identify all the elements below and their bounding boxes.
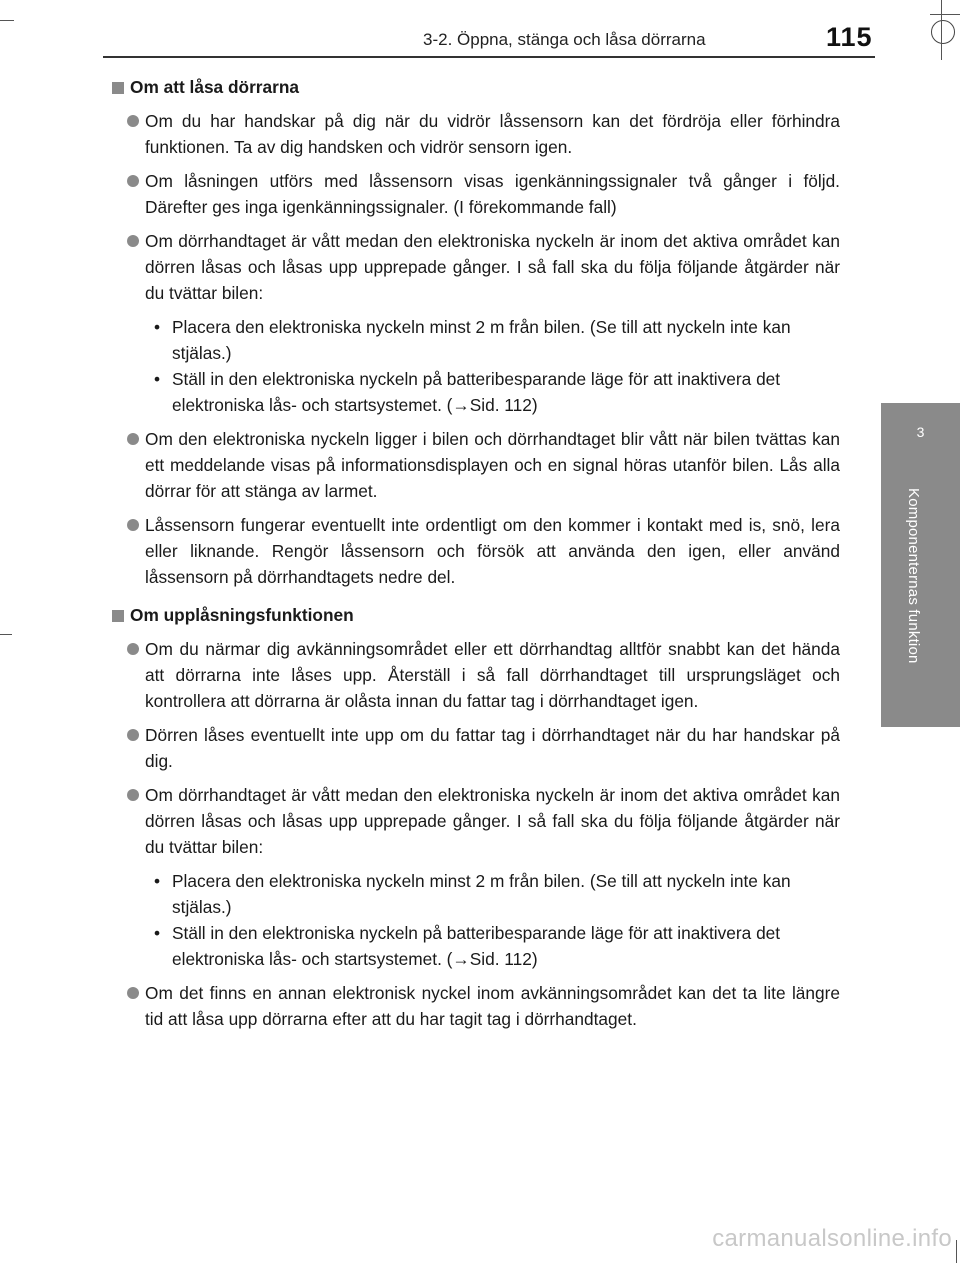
sub-list-item (154, 314, 840, 366)
section-heading-text: Om upplåsningsfunktionen (130, 605, 354, 625)
sub-list-item-text: Ställ in den elektroniska nyckeln på batteribesparande läge för att inaktivera det elektroniska lås- och startsystemet. (→Sid. 112) (172, 369, 781, 415)
list-item-text: Om dörrhandtaget är vått medan den elektroniska nyckeln är inom det aktiva området kan dörren låsas och låsas upp upprepade gånger. I så fall ska du följa följande åtgärder när du tvättar bilen: (145, 231, 840, 303)
section-title: 3-2. Öppna, stänga och låsa dörrarna (423, 30, 706, 49)
page-content (112, 74, 840, 1032)
sub-list (112, 314, 840, 418)
circle-bullet-icon (127, 519, 139, 531)
chapter-number: 3 (916, 424, 925, 440)
list-item (112, 228, 840, 306)
crop-mark (0, 20, 14, 21)
crop-mark (941, 0, 942, 60)
circle-bullet-icon (127, 643, 139, 655)
small-bullet-icon: • (154, 317, 161, 337)
circle-bullet-icon (127, 175, 139, 187)
sub-list-item-text: Placera den elektroniska nyckeln minst 2 m från bilen. (Se till att nyckeln inte kan stjälas.) (172, 871, 791, 917)
circle-bullet-icon (127, 729, 139, 741)
list-item-text: Om den elektroniska nyckeln ligger i bilen och dörrhandtaget blir vått när bilen tvättas kan ett meddelande visas på informationsdisplayen och en signal höras utanför bilen. Lås alla dörrar för att stänga av larmet. (145, 429, 840, 501)
list-item-text: Låssensorn fungerar eventuellt inte ordentligt om den kommer i kontakt med is, snö, lera eller liknande. Rengör låssensorn och försök att använda den igen, eller använd låssensorn på dörrhandtagets nedre del. (145, 515, 840, 587)
list-item (112, 980, 840, 1032)
circle-bullet-icon (127, 789, 139, 801)
section-heading (112, 74, 840, 100)
page-number: 115 (826, 22, 873, 52)
list-item-text: Om låsningen utförs med låssensorn visas igenkänningssignaler två gånger i följd. Därefter ges inga igenkänningssignaler. (I förekommande fall) (145, 171, 840, 217)
sub-list (112, 868, 840, 972)
list-item-text: Om dörrhandtaget är vått medan den elektroniska nyckeln är inom det aktiva området kan dörren låsas och låsas upp upprepade gånger. I så fall ska du följa följande åtgärder när du tvättar bilen: (145, 785, 840, 857)
sub-list-item (154, 366, 840, 418)
list-item-text: Om det finns en annan elektronisk nyckel inom avkänningsområdet kan det ta lite längre tid att låsa upp dörrarna efter att du har tagit tag i dörrhandtaget. (145, 983, 840, 1029)
list-item (112, 168, 840, 220)
crop-mark (930, 14, 960, 15)
chapter-side-tab (881, 403, 960, 727)
list-item-text: Dörren låses eventuellt inte upp om du fattar tag i dörrhandtaget när du har handskar på dig. (145, 725, 840, 771)
list-item-text: Om du närmar dig avkänningsområdet eller ett dörrhandtag alltför snabbt kan det hända att dörrarna inte låses upp. Återställ i så fall dörrhandtaget till ursprungsläget och kontrollera att dörrarna är olåsta innan du fattar tag i dörrhandtaget igen. (145, 639, 840, 711)
sub-list-item (154, 868, 840, 920)
circle-bullet-icon (127, 987, 139, 999)
watermark: carmanualsonline.info (712, 1225, 952, 1252)
list-item (112, 426, 840, 504)
sub-list-item-text: Placera den elektroniska nyckeln minst 2 m från bilen. (Se till att nyckeln inte kan stjälas.) (172, 317, 791, 363)
registration-mark-icon (931, 20, 955, 44)
chapter-label: Komponenternas funktion (905, 488, 922, 664)
circle-bullet-icon (127, 115, 139, 127)
small-bullet-icon: • (154, 871, 161, 891)
sub-list-item (154, 920, 840, 972)
header-divider (103, 56, 875, 58)
crop-mark (956, 1240, 957, 1263)
square-bullet-icon (112, 610, 124, 622)
list-item (112, 782, 840, 860)
circle-bullet-icon (127, 433, 139, 445)
list-item (112, 636, 840, 714)
square-bullet-icon (112, 82, 124, 94)
circle-bullet-icon (127, 235, 139, 247)
sub-list-item-text: Ställ in den elektroniska nyckeln på batteribesparande läge för att inaktivera det elektroniska lås- och startsystemet. (→Sid. 112) (172, 923, 781, 969)
section-heading (112, 602, 840, 628)
list-item (112, 108, 840, 160)
list-item-text: Om du har handskar på dig när du vidrör låssensorn kan det fördröja eller förhindra funktionen. Ta av dig handsken och vidrör sensorn igen. (145, 111, 840, 157)
small-bullet-icon: • (154, 923, 161, 943)
crop-mark (0, 634, 12, 635)
section-heading-text: Om att låsa dörrarna (130, 77, 300, 97)
list-item (112, 722, 840, 774)
small-bullet-icon: • (154, 369, 161, 389)
list-item (112, 512, 840, 590)
